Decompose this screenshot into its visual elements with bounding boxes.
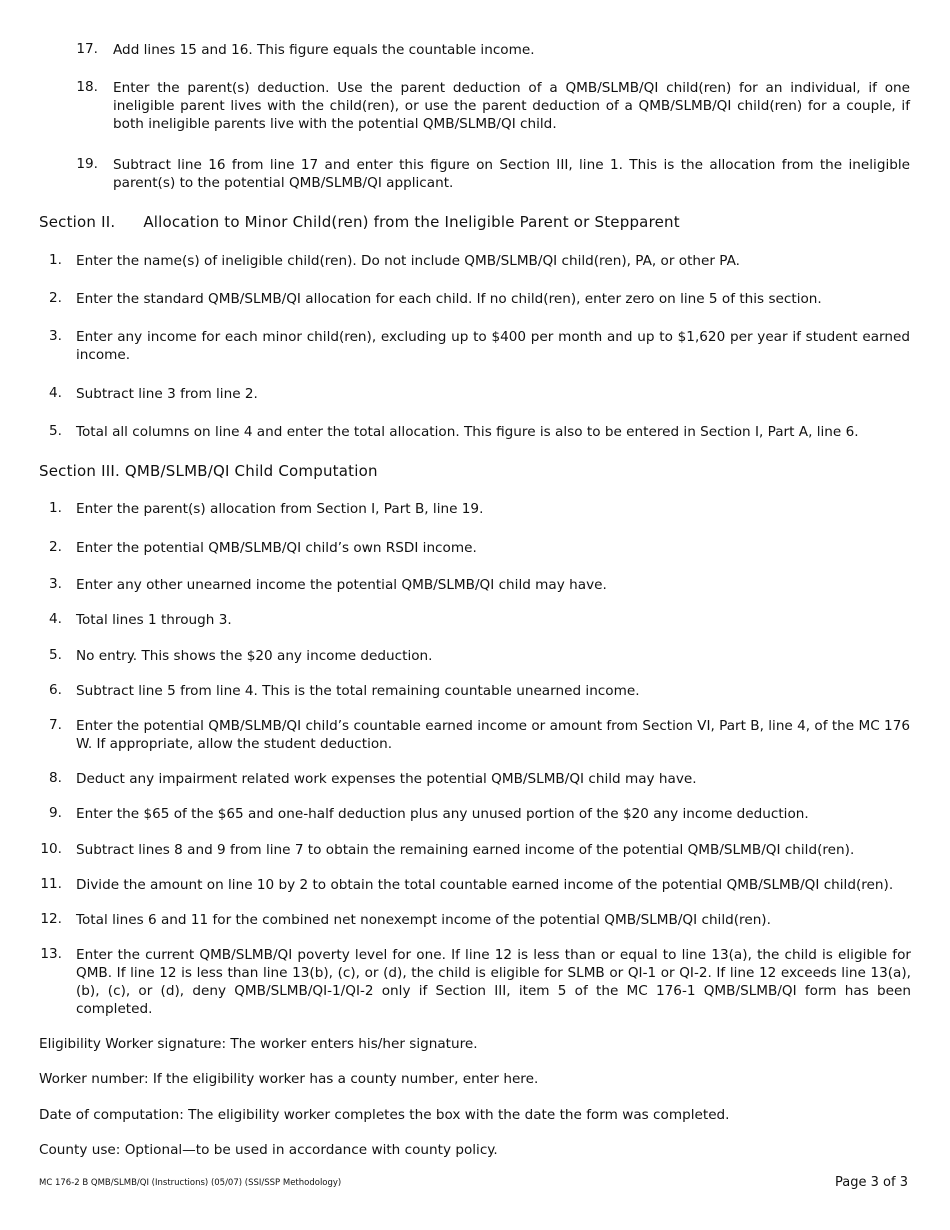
s2-item-3-number: 3. xyxy=(49,328,62,344)
s2-item-3-text: Enter any income for each minor child(ren), excluding up to $400 per month and up to $1,620 per year if student earned income. xyxy=(76,329,910,363)
section-ii-label: Section II. xyxy=(39,213,116,231)
item-19-text: Subtract line 16 from line 17 and enter this figure on Section III, line 1. This is the allocation from the ineligible parent(s) to the potential QMB/SLMB/QI applicant. xyxy=(113,157,910,191)
s3-item-2-text: Enter the potential QMB/SLMB/QI child’s own RSDI income. xyxy=(76,540,477,556)
s2-item-5-number: 5. xyxy=(49,423,62,439)
s3-item-13-number: 13. xyxy=(40,946,62,962)
date-of-computation-note: Date of computation: The eligibility worker completes the box with the date the form was completed. xyxy=(39,1107,730,1123)
s3-item-12-number: 12. xyxy=(40,911,62,927)
page-number: Page 3 of 3 xyxy=(835,1175,908,1190)
s2-item-1-text: Enter the name(s) of ineligible child(ren). Do not include QMB/SLMB/QI child(ren), PA, or other PA. xyxy=(76,253,741,269)
s3-item-6-number: 6. xyxy=(49,682,62,698)
s3-item-1-text: Enter the parent(s) allocation from Section I, Part B, line 19. xyxy=(76,501,484,517)
s3-item-13-text: Enter the current QMB/SLMB/QI poverty level for one. If line 12 is less than or equal to line 13(a), the child is eligible for QMB. If line 12 is less than line 13(b), (c), or (d), the child is eligible for SLMB or QI-1 or QI-2. If line 12 exceeds line 13(a), (b), (c), or (d), deny QMB/SLMB/QI-1/QI-2 only if Section III, item 5 of the MC 176-1 QMB/SLMB/QI form has been completed. xyxy=(76,947,911,1017)
s3-item-10-text: Subtract lines 8 and 9 from line 7 to obtain the remaining earned income of the potential QMB/SLMB/QI child(ren). xyxy=(76,842,855,858)
s3-item-7-text: Enter the potential QMB/SLMB/QI child’s countable earned income or amount from Section VI, Part B, line 4, of the MC 176 W. If appropriate, allow the student deduction. xyxy=(76,718,910,752)
eligibility-worker-signature-note: Eligibility Worker signature: The worker enters his/her signature. xyxy=(39,1036,478,1052)
s3-item-3-number: 3. xyxy=(49,576,62,592)
s3-item-11-text: Divide the amount on line 10 by 2 to obtain the total countable earned income of the potential QMB/SLMB/QI child(ren). xyxy=(76,877,894,893)
form-identifier: MC 176-2 B QMB/SLMB/QI (Instructions) (05/07) (SSI/SSP Methodology) xyxy=(39,1178,342,1188)
item-17-number: 17. xyxy=(76,41,98,57)
item-18-number: 18. xyxy=(76,79,98,95)
s2-item-4-number: 4. xyxy=(49,385,62,401)
worker-number-note: Worker number: If the eligibility worker has a county number, enter here. xyxy=(39,1071,539,1087)
s2-item-2-text: Enter the standard QMB/SLMB/QI allocation for each child. If no child(ren), enter zero on line 5 of this section. xyxy=(76,291,822,307)
section-ii-heading xyxy=(39,212,680,232)
item-18-text: Enter the parent(s) deduction. Use the parent deduction of a QMB/SLMB/QI child(ren) for an individual, if one ineligible parent lives with the child(ren), or use the parent deduction of a QMB/SLMB/QI child(ren) for a couple, if both ineligible parents live with the potential QMB/SLMB/QI child. xyxy=(113,80,910,132)
s3-item-10-number: 10. xyxy=(40,841,62,857)
s3-item-12-text: Total lines 6 and 11 for the combined net nonexempt income of the potential QMB/SLMB/QI child(ren). xyxy=(76,912,771,928)
s3-item-4-text: Total lines 1 through 3. xyxy=(76,612,232,628)
section-iii-heading: Section III. QMB/SLMB/QI Child Computation xyxy=(39,462,378,480)
s3-item-11-number: 11. xyxy=(40,876,62,892)
s3-item-4-number: 4. xyxy=(49,611,62,627)
s3-item-2-number: 2. xyxy=(49,539,62,555)
s2-item-2-number: 2. xyxy=(49,290,62,306)
s3-item-9-number: 9. xyxy=(49,805,62,821)
section-ii-title: Allocation to Minor Child(ren) from the Ineligible Parent or Stepparent xyxy=(143,213,680,231)
s3-item-9-text: Enter the $65 of the $65 and one-half deduction plus any unused portion of the $20 any income deduction. xyxy=(76,806,809,822)
s3-item-8-text: Deduct any impairment related work expenses the potential QMB/SLMB/QI child may have. xyxy=(76,771,697,787)
item-19-number: 19. xyxy=(76,156,98,172)
s3-item-6-text: Subtract line 5 from line 4. This is the total remaining countable unearned income. xyxy=(76,683,640,699)
s3-item-7-number: 7. xyxy=(49,717,62,733)
s2-item-4-text: Subtract line 3 from line 2. xyxy=(76,386,258,402)
s2-item-5-text: Total all columns on line 4 and enter the total allocation. This figure is also to be entered in Section I, Part A, line 6. xyxy=(76,424,859,440)
s2-item-1-number: 1. xyxy=(49,252,62,268)
s3-item-1-number: 1. xyxy=(49,500,62,516)
item-17-text: Add lines 15 and 16. This figure equals the countable income. xyxy=(113,42,535,58)
s3-item-3-text: Enter any other unearned income the potential QMB/SLMB/QI child may have. xyxy=(76,577,607,593)
s3-item-8-number: 8. xyxy=(49,770,62,786)
county-use-note: County use: Optional—to be used in accordance with county policy. xyxy=(39,1142,498,1158)
s3-item-5-text: No entry. This shows the $20 any income deduction. xyxy=(76,648,433,664)
s3-item-5-number: 5. xyxy=(49,647,62,663)
